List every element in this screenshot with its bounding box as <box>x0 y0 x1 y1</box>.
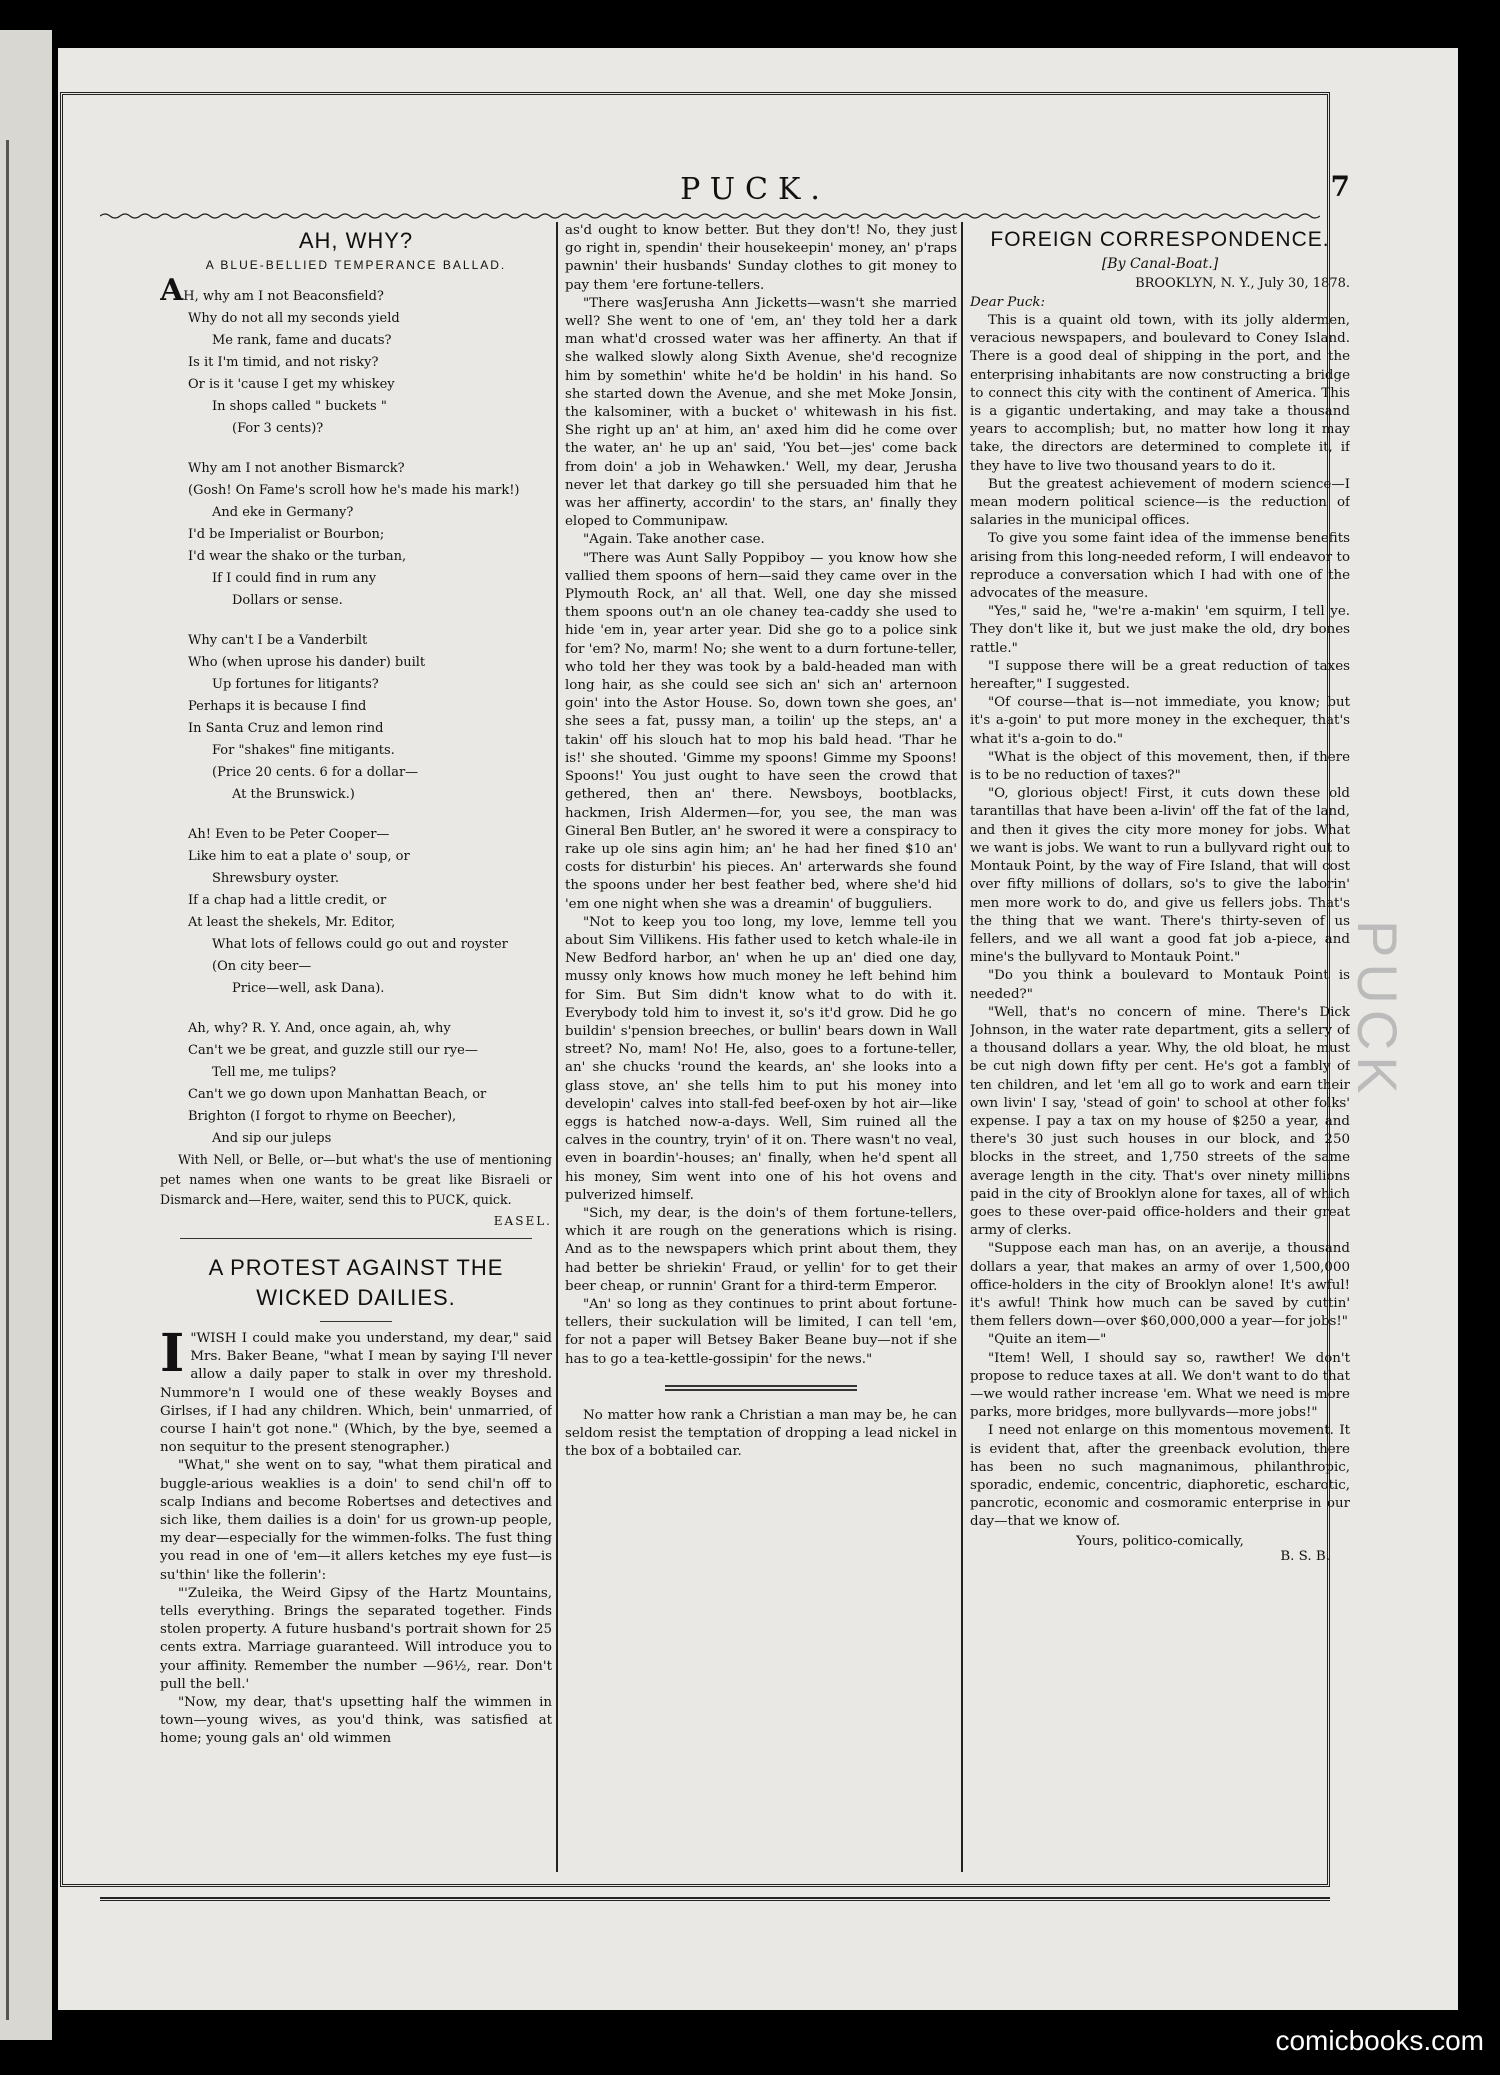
masthead-title: PUCK. <box>680 172 830 207</box>
ballad-subtitle: A BLUE-BELLIED TEMPERANCE BALLAD. <box>205 258 507 272</box>
poem-line: Who (when uprose his dander) built <box>188 655 426 670</box>
correspondence-paragraph: To give you some faint idea of the immense benefits arising from this long-needed reform, I will endeavor to reproduce a conversation which I had with one of the advocates of the measure. <box>970 531 1350 602</box>
protest-paragraph: "There wasJerusha Ann Jicketts—wasn't she married well? She went to one of 'em, an' they told her a dark man what'd crossed water was her affinerty. An that if she walked slowly along Sixth Avenue, she'd recognize him by somethin' white he'd be holdin' in his hand. So she started down the Avenue, and she met Moke Jonsin, the kalsominer, with a bucket o' whitewash in his fist. She right up an' at him, an' axed him did he come over the water, an' he up an' said, 'You bet—jes' come back from doin' a job in Wehawken.' Well, my dear, Jerusha never let that darkey go till she persuaded him that he was her affinerty, accordin' to the stars, an' finally they eloped to Communipaw. <box>565 295 957 530</box>
protest-paragraph: "Now, my dear, that's upsetting half the wimmen in town—young wives, as you'd think, was satisfied at home; young gals an' old wimmen <box>160 1695 552 1747</box>
poem-line: And eke in Germany? <box>212 505 354 520</box>
poem-line: Why can't I be a Vanderbilt <box>188 633 368 648</box>
stanza <box>160 630 552 806</box>
column-3 <box>970 222 1350 1852</box>
poem-line: Shrewsbury oyster. <box>212 871 340 886</box>
protest-paragraph: "'Zuleika, the Weird Gipsy of the Hartz Mountains, tells everything. Brings the separated together. Finds stolen property. A future husband's portrait shown for 25 cents extra. Marriage guaranteed. Will introduce you to your affinity. Remember the number —96½, rear. Don't pull the bell.' <box>160 1585 552 1692</box>
poem-line: (On city beer— <box>212 959 312 974</box>
poem-line: If I could find in rum any <box>212 571 377 586</box>
poem-line: What lots of fellows could go out and royster <box>212 937 508 952</box>
protest-title: A PROTEST AGAINST THE WICKED DAILIES. <box>208 1255 504 1310</box>
site-watermark: comicbooks.com <box>1275 2025 1484 2056</box>
column-2 <box>565 222 957 1852</box>
poem-line: Tell me, me tulips? <box>212 1065 337 1080</box>
correspondence-paragraph: "Suppose each man has, on an averije, a thousand dollars a year, that makes an army of over 1,500,000 office-holders in the city of Brooklyn alone! It's awful! it's awful! Think how much can be saved by cuttin' them fellers down—over $60,000,000 a year—for jobs!" <box>970 1241 1350 1330</box>
title-rule <box>320 1321 392 1322</box>
article-separator <box>180 1238 532 1239</box>
correspondence-paragraph: "O, glorious object! First, it cuts down these old tarantillas that have been a-livin' off the fat of the land, and then it gives the city more money for jobs. What we want is jobs. We want to run a bullyvard right out to Montauk Point, by the way of Fire Island, that will cost over fifty millions of dollars, so's to give the laborin' men more work to do, and give us fellers jobs. That's the thing that we want. There's thirty-seven of us fellers, and we all want a good fat job a-piece, and mine's the bullyvard to Montauk Point." <box>970 786 1350 966</box>
correspondence-paragraph: "Yes," said he, "we're a-makin' 'em squirm, I tell ye. They don't like it, but we just make the old, dry bones rattle." <box>970 604 1350 656</box>
correspondence-paragraph: This is a quaint old town, with its jolly aldermen, veracious newspapers, and boulevard to Coney Island. There is a good deal of shipping in the port, and the enterprising inhabitants are now constructing a bridge to connect this city with the continent of America. This is a gigantic undertaking, and may take a thousand years to accomplish; but, no matter how long it may take, the directors are determined to complete it, if they have to live two thousand years to do it. <box>970 313 1350 474</box>
poem-line: Ah! Even to be Peter Cooper— <box>188 827 390 842</box>
poem-line: At the Brunswick.) <box>232 787 355 802</box>
margin-stamp: PUCK <box>1346 920 1409 1100</box>
stanza <box>160 273 552 440</box>
poem-line: (For 3 cents)? <box>232 421 324 436</box>
correspondence-title: FOREIGN CORRESPONDENCE. <box>990 228 1330 251</box>
protest-paragraph: "What," she went on to say, "what them piratical and buggle-arious weaklies is a doin' to send chil'n off to scalp Indians and become Robertses and detectives and sich like, them dailies is a doin' for us grown-up people, my dear—especially for the wimmen-folks. The fust thing you read in one of 'em—it allers ketches my eye fust—is su'thin' like the follerin': <box>160 1458 552 1583</box>
column-divider-1 <box>556 222 558 1872</box>
ballad-closing <box>160 1150 552 1210</box>
poem-line: In shops called " buckets " <box>212 399 387 414</box>
correspondence-salutation: Dear Puck: <box>970 295 1046 310</box>
poem-line: Me rank, fame and ducats? <box>212 333 392 348</box>
correspondence-closing: Yours, politico-comically, <box>1076 1533 1244 1549</box>
poem-line: And sip our juleps <box>212 1131 332 1146</box>
correspondence-paragraph: "I suppose there will be a great reduction of taxes hereafter," I suggested. <box>970 658 1350 693</box>
poem-line: I'd wear the shako or the turban, <box>188 549 407 564</box>
protest-paragraph: I "WISH I could make you understand, my dear," said Mrs. Baker Beane, "what I mean by saying I'll never allow a daily paper to stalk in over my threshold. Nummore'n I would one of these weakly Boyses and Girlses, if I had any children. Which, bein' unmarried, of course I hain't got none." (Which, by the bye, seemed a non sequitur to the present stenographer.) <box>160 1323 552 1456</box>
column-divider-2 <box>961 222 963 1872</box>
ballad-closing-text: With Nell, or Belle, or—but what's the use of mentioning pet names when one wants to be great like Bisraeli or Dismarck and—Here, waiter, send this to PUCK, quick. <box>160 1152 552 1207</box>
protest-continued <box>565 222 957 1369</box>
poem-line: Or is it 'cause I get my whiskey <box>188 377 395 392</box>
dropcap-a: A <box>160 273 184 308</box>
poem-line: (Price 20 cents. 6 for a dollar— <box>212 765 419 780</box>
correspondence-paragraph: "Do you think a boulevard to Montauk Point is needed?" <box>970 968 1350 1002</box>
poem-line: In Santa Cruz and lemon rind <box>188 721 384 736</box>
protest-body <box>160 1323 552 1749</box>
masthead <box>160 92 1350 212</box>
poem-line: Brighton (I forgot to rhyme on Beecher), <box>188 1109 457 1124</box>
poem-line: Dollars or sense. <box>232 593 343 608</box>
poem-line: Can't we be great, and guzzle still our rye— <box>188 1043 478 1058</box>
page-number: 7 <box>1330 170 1350 203</box>
correspondence-paragraph: I need not enlarge on this momentous movement. It is evident that, after the greenback evolution, there has been no such magnanimous, philanthropic, sporadic, endemic, concentric, diaphoretic, escharotic, pancrotic, economic and cosmoramic enterprise in our day—that we know of. <box>970 1423 1350 1530</box>
column-1 <box>160 222 552 1852</box>
protest-paragraph: "There was Aunt Sally Poppiboy — you know how she vallied them spoons of hern—said they came over in the Plymouth Rock, an' all that. Well, one day she missed them spoons out'n an ole chaney tea-caddy she used to hide 'em in, year arter year. Did she go to a police sink for 'em? No, marm! No; she went to a durn fortune-teller, who told her they was took by a bald-headed man with long hair, as she could see sich an' sich an' arternoon goin' into the Astor House. So, down town she goes, an' she sees a fat, pussy man, a toilin' up the steps, an' a takin' off his slouch hat to mop his bald head. 'Thar he is!' she shouted. 'Gimme my spoons! Gimme my Spoons! Spoons!' You just ought to have seen the crowd that gethered, then an' there. Newsboys, bootblacks, hackmen, Irish Aldermen—for, you see, the man was Gineral Ben Butler, an' he swored it were a conspiracy to rake up ole sins agin him; an' he had her fined $10 an' costs for disturbin' his pieces. An' arterwards she found the spoons under her best feather bed, where she'd hid 'em one night when she was a dreamin' of bugguliers. <box>565 550 957 912</box>
correspondence-byline: [By Canal-Boat.] <box>1101 256 1219 272</box>
protest-paragraph: "Sich, my dear, is the doin's of them fortune-tellers, which it are rough on the generations which is rising. And as to the newspapers which print about them, they had better be shriekin' Fraud, or yellin' for to get their beer cheap, or runnin' Grant for a third-term Emperor. <box>565 1205 957 1294</box>
poem-line: If a chap had a little credit, or <box>188 893 387 908</box>
poem-line: Ah, why? R. Y. And, once again, ah, why <box>188 1021 451 1036</box>
poem-line: Price—well, ask Dana). <box>232 981 385 996</box>
correspondence-paragraph: But the greatest achievement of modern science—I mean modern political science—is the reduction of salaries in the municipal offices. <box>970 476 1350 529</box>
poem-line: AH, why am I not Beaconsfield? <box>160 273 384 308</box>
poem-line: Why do not all my seconds yield <box>188 311 400 326</box>
protest-paragraph: as'd ought to know better. But they don't! No, they just go right in, spendin' their housekeepin' money, an' p'raps pawnin' their husbands' Sunday clothes to git money to pay them 'ere fortune-tellers. <box>565 223 957 293</box>
protest-paragraph: "An' so long as they continues to print about fortune-tellers, their suckulation will be limited, I can tell 'em, for not a paper will Betsey Baker Beane buy—not if she has to go a tea-kettle-gossipin' for the news." <box>565 1296 957 1367</box>
stanza <box>160 824 552 1000</box>
dropcap-i: I <box>160 1323 185 1384</box>
correspondence-paragraph: "Item! Well, I should say so, rawther! We don't propose to reduce taxes at all. We don't want to do that—we would rather increase 'em. What we need is more parks, more bridges, more bullyvards—more jobs!" <box>970 1350 1350 1421</box>
correspondence-body <box>970 312 1350 1532</box>
ballad-title: AH, WHY? <box>298 228 414 253</box>
stanza <box>160 458 552 612</box>
squib <box>565 1407 957 1462</box>
correspondence-signature: B. S. B. <box>1280 1548 1330 1564</box>
ballad-poem <box>160 273 552 1210</box>
stanza <box>160 1018 552 1150</box>
poem-line: Up fortunes for litigants? <box>212 677 379 692</box>
squib-text: No matter how rank a Christian a man may be, he can seldom resist the temptation of dropping a lead nickel in the box of a bobtailed car. <box>565 1407 957 1460</box>
correspondence-paragraph: "Quite an item—" <box>988 1332 1107 1348</box>
protest-paragraph: "Again. Take another case. <box>583 532 765 548</box>
ballad-signature: EASEL. <box>493 1214 552 1228</box>
protest-paragraph: "Not to keep you too long, my love, lemme tell you about Sim Villikens. His father used to ketch whale-ile in New Bedford harbor, an' when he up an' died one day, mussy only knows how much money he left behind him for Sim. But Sim didn't know what to do with it. Everybody told him to invest it, so's it'd grow. Did he go buildin' s'pension breeches, or bullin' bears down in Wall street? No, mam! No! He, also, goes to a fortune-teller, an' she chucks 'round the keards, an' she looks into a glass stove, an' she tells him to put his money into developin' calves into stall-fed beef-oxen by hot air—like eggs is hatched now-a-days. Well, Sim ruined all the calves in the country, tryin' of it on. There wasn't no veal, even in boardin'-houses; an' finally, when he'd spent all his money, Sim went into one of his hot ovens and pulverized himself. <box>565 914 957 1203</box>
correspondence-paragraph: "Well, that's no concern of mine. There's Dick Johnson, in the water rate department, gits a sellery of a thousand dollars a year. Why, the old bloat, he must be cut nigh down fifty per cent. He's got a fambly of ten children, and let 'em all go to work and earn their own livin' I say, 'stead of goin' to school at other folks' expense. I pay a tax on my house of $250 a year, and there's 30 just such houses in our block, and 250 blocks in the street, and 1,750 streets of the same average length in the city. That's over ninety millions paid in the city of Brooklyn alone for taxes, all of which goes to these over-paid office-holders and their great army of clerks. <box>970 1004 1350 1239</box>
correspondence-dateline: BROOKLYN, N. Y., July 30, 1878. <box>1135 276 1350 291</box>
masthead-rule <box>100 212 1320 220</box>
poem-line: Like him to eat a plate o' soup, or <box>188 849 410 864</box>
poem-line: Is it I'm timid, and not risky? <box>188 355 379 370</box>
poem-line: For "shakes" fine mitigants. <box>212 743 395 758</box>
correspondence-paragraph: "Of course—that is—not immediate, you know; but it's a-goin' to put more money in the exchequer, that's what it's a-goin to do." <box>970 695 1350 747</box>
correspondence-paragraph: "What is the object of this movement, then, if there is to be no reduction of taxes?" <box>970 749 1350 784</box>
poem-line: Can't we go down upon Manhattan Beach, or <box>188 1087 487 1102</box>
poem-line: Perhaps it is because I find <box>188 699 367 714</box>
page-bottom-rule <box>100 1897 1330 1901</box>
poem-line: Why am I not another Bismarck? <box>188 461 405 476</box>
article-separator <box>665 1385 857 1391</box>
poem-line: At least the shekels, Mr. Editor, <box>188 915 396 930</box>
poem-line: (Gosh! On Fame's scroll how he's made his mark!) <box>188 483 520 498</box>
poem-line: I'd be Imperialist or Bourbon; <box>188 527 385 542</box>
facing-page-edge <box>0 30 52 2040</box>
